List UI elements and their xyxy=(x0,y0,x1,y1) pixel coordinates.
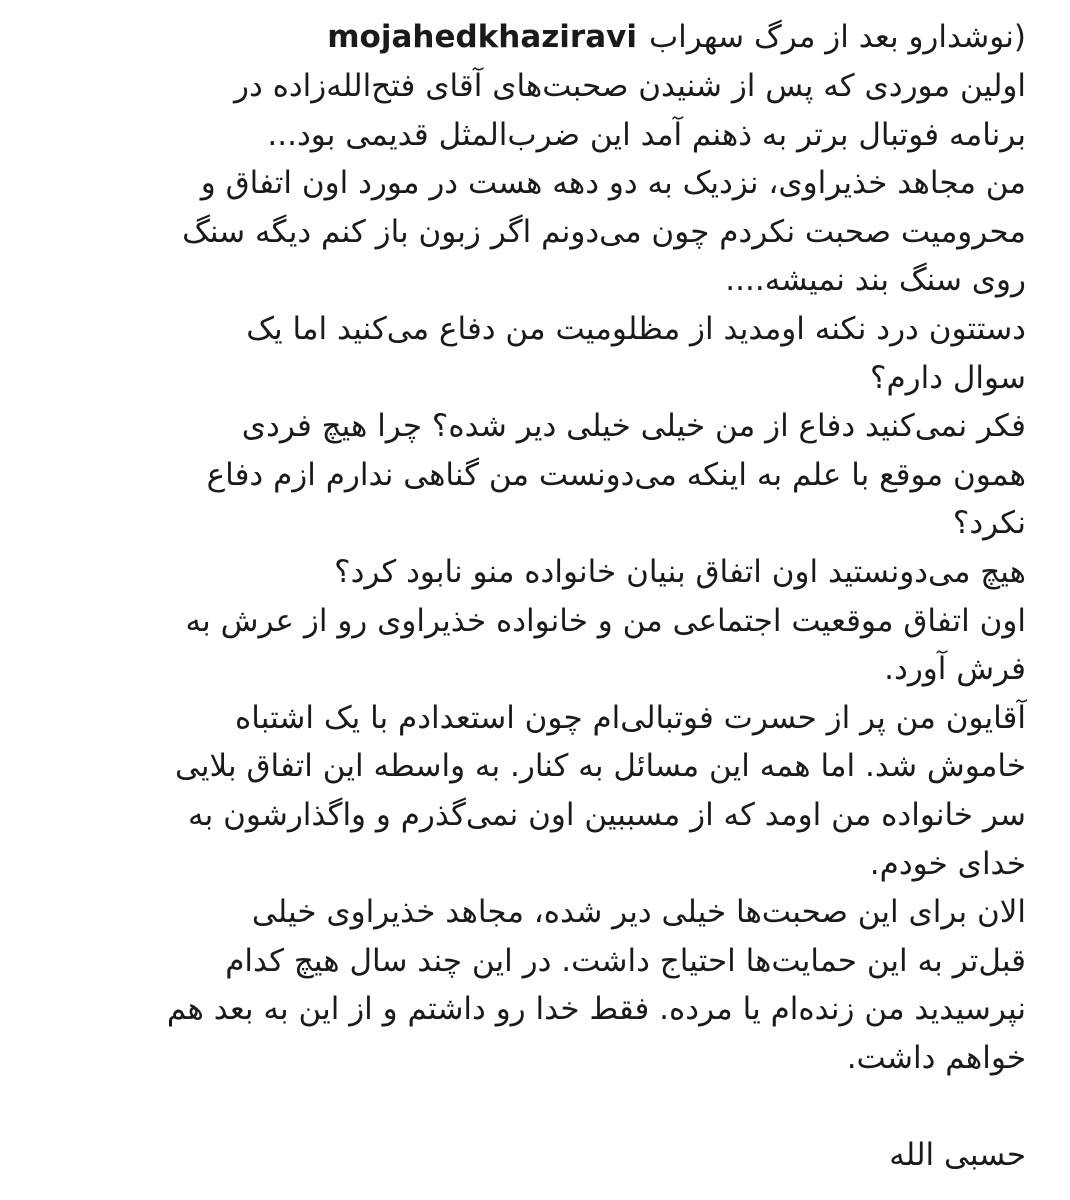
paragraph-7 xyxy=(40,694,1026,888)
text-line: محرومیت صحبت نکردم چون می‌دونم اگر زبون باز کنم دیگه سنگ xyxy=(182,213,1026,250)
text-line: نکرد؟ xyxy=(952,505,1026,542)
text-line: برنامه فوتبال برتر به ذهنم آمد این ضرب‌المثل قدیمی بود... xyxy=(267,116,1026,153)
text-line: نپرسیدید من زنده‌ام یا مرده. فقط خدا رو داشتم و از این به بعد هم xyxy=(166,991,1026,1028)
text-line: دستتون درد نکنه اومدید از مظلومیت من دفاع می‌کنید اما یک xyxy=(246,310,1026,347)
paragraph-8 xyxy=(40,888,1026,1082)
paragraph-2 xyxy=(40,159,1026,305)
closing-paragraph xyxy=(40,1131,1026,1180)
caption-body xyxy=(40,62,1026,1180)
text-line: من مجاهد خذیراوی، نزدیک به دو دهه هست در مورد اون اتفاق و xyxy=(200,165,1026,202)
text-line: روی سنگ بند نمیشه.... xyxy=(725,262,1026,299)
text-line: اولین موردی که پس از شنیدن صحبت‌های آقای فتح‌الله‌زاده در xyxy=(233,68,1026,104)
text-line: خواهم داشت. xyxy=(846,1039,1026,1076)
text-line: خدای خودم. xyxy=(869,845,1026,882)
text-line: سر خانواده من اومد که از مسببین اون نمی‌گذرم و واگذارشون به xyxy=(187,796,1026,833)
text-line: خاموش شد. اما همه این مسائل به کنار. به واسطه این اتفاق بلایی xyxy=(175,748,1026,785)
text-line: همون موقع با علم به اینکه می‌دونست من گناهی ندارم ازم دفاع xyxy=(206,456,1026,493)
text-line: فرش آورد. xyxy=(884,651,1026,688)
paragraph-6 xyxy=(40,597,1026,694)
text-line: آقایون من پر از حسرت فوتبالی‌ام چون استعدادم با یک اشتباه xyxy=(235,699,1026,736)
text-line: قبل‌تر به این حمایت‌ها احتیاج داشت. در این چند سال هیچ کدام xyxy=(225,942,1026,979)
closing-line: حسبی الله xyxy=(889,1137,1026,1174)
paragraph-4 xyxy=(40,402,1026,548)
text-line: هیچ می‌دونستید اون اتفاق بنیان خانواده منو نابود کرد؟ xyxy=(334,553,1026,590)
paragraph-3 xyxy=(40,305,1026,402)
paragraph-5 xyxy=(40,548,1026,597)
text-line: اون اتفاق موقعیت اجتماعی من و خانواده خذیراوی رو از عرش به xyxy=(185,602,1026,639)
text-line: الان برای این صحبت‌ها خیلی دیر شده، مجاهد خذیراوی خیلی xyxy=(251,894,1026,931)
username-link[interactable]: mojahedkhaziravi xyxy=(327,19,637,55)
blank-line xyxy=(40,1082,1026,1131)
text-line: سوال دارم؟ xyxy=(869,359,1026,396)
caption-header xyxy=(40,12,1026,62)
caption-title: (نوشدارو بعد از مرگ سهراب xyxy=(648,19,1026,55)
paragraph-1 xyxy=(40,62,1026,159)
text-line: فکر نمی‌کنید دفاع از من خیلی خیلی دیر شده؟ چرا هیچ فردی xyxy=(241,408,1026,445)
